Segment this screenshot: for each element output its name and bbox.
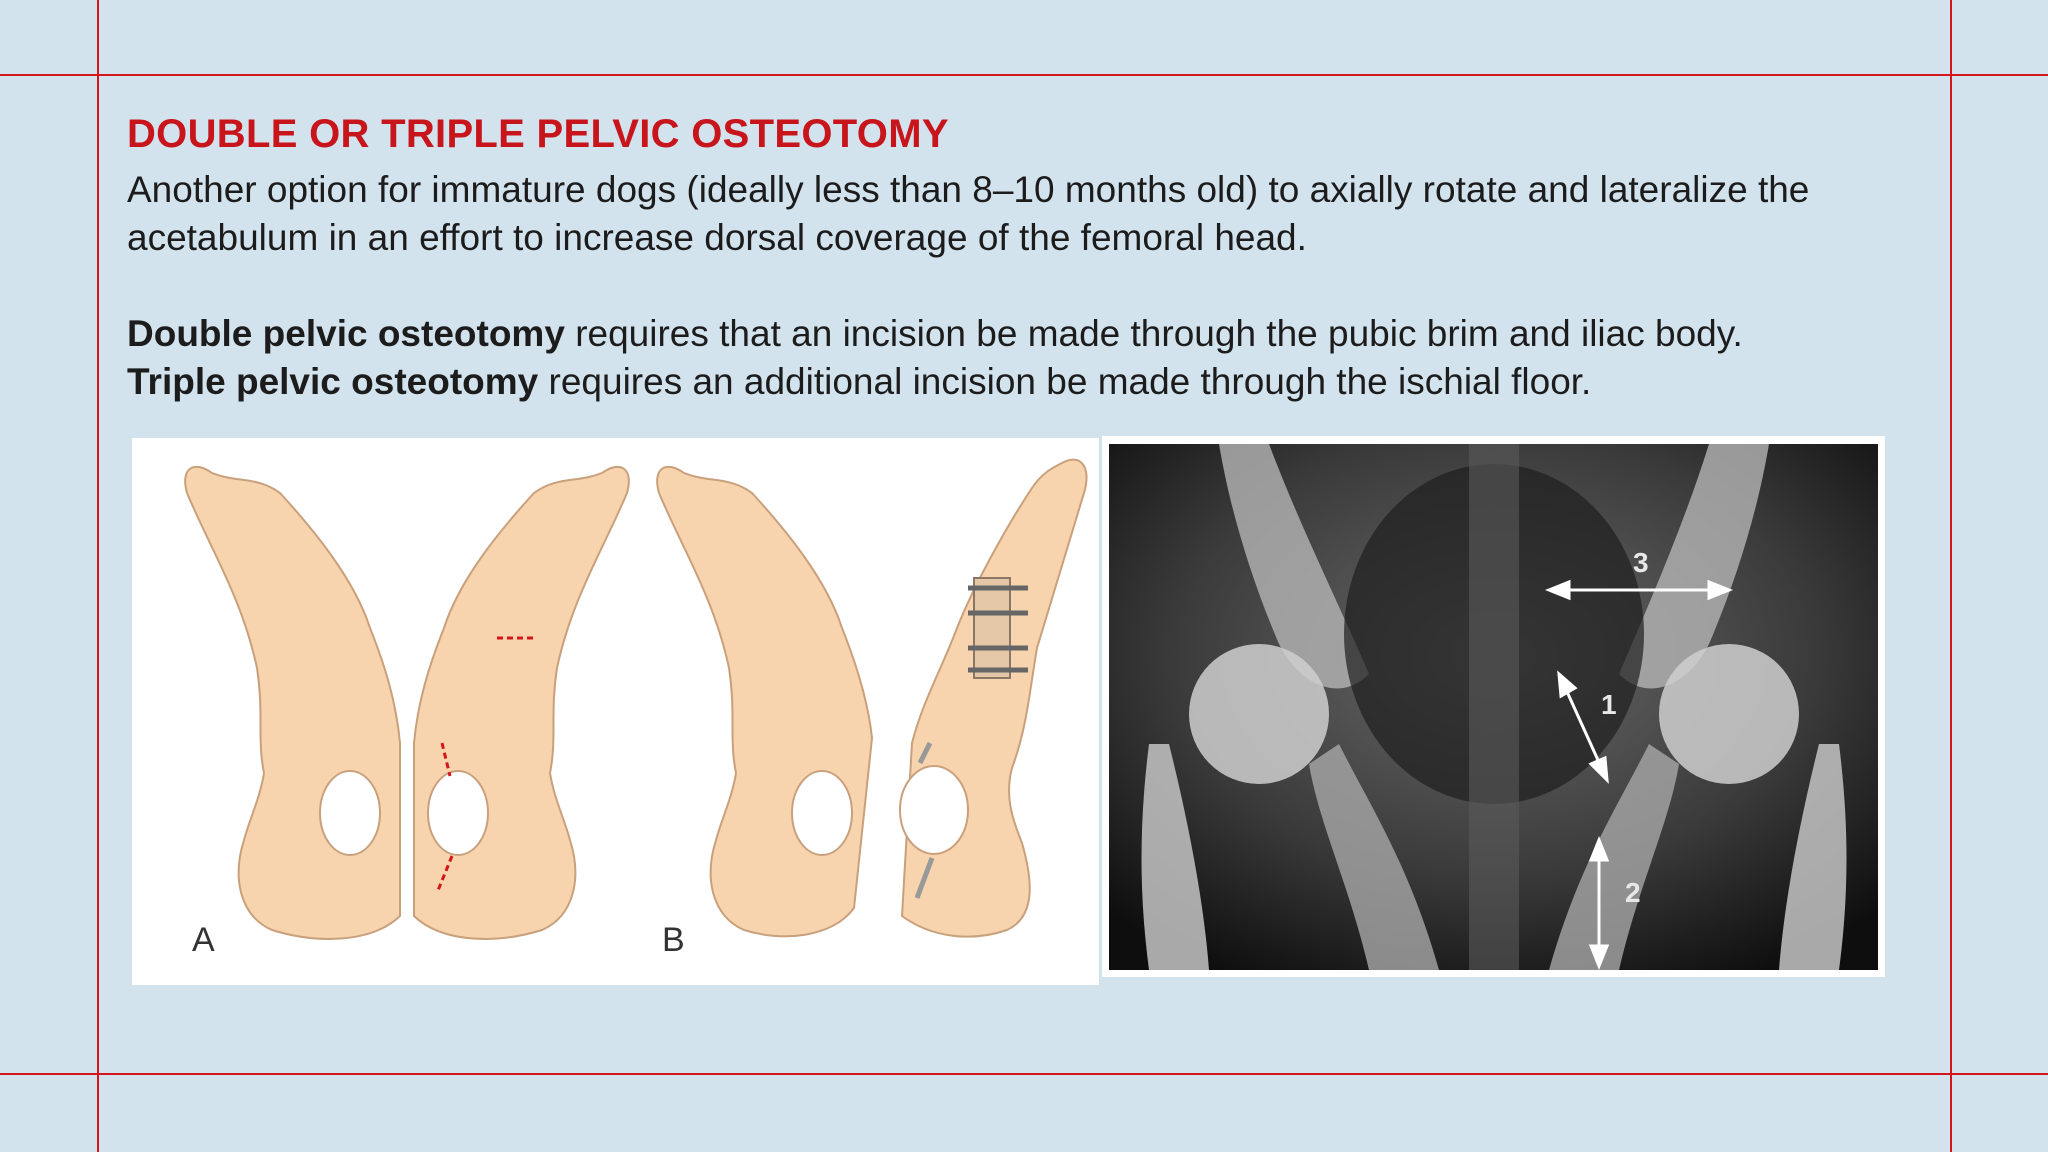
pelvis-radiograph	[1102, 436, 1885, 977]
left-femoral-head	[1189, 644, 1329, 784]
dpo-text: requires that an incision be made through the pubic brim and iliac body.	[564, 313, 1743, 354]
pelvis-b-plate	[974, 578, 1010, 678]
pelvis-a	[185, 467, 629, 959]
definitions-block	[127, 310, 1927, 406]
pelvis-a-left-foramen	[320, 771, 380, 855]
pelvis-a-right-foramen	[428, 771, 488, 855]
dpo-term: Double pelvic osteotomy	[127, 313, 565, 354]
pelvis-a-left-half	[185, 467, 400, 939]
guide-line-top	[0, 74, 2048, 76]
guide-line-left	[97, 0, 99, 1152]
pelvis-diagram-svg	[132, 438, 1099, 985]
guide-line-bottom	[0, 1073, 2048, 1075]
label-a: A	[192, 921, 215, 959]
slide-title: DOUBLE OR TRIPLE PELVIC OSTEOTOMY	[127, 112, 949, 156]
tpo-term: Triple pelvic osteotomy	[127, 361, 539, 402]
spine	[1469, 444, 1519, 970]
label-b: B	[662, 921, 685, 959]
pelvis-b-left-foramen	[792, 771, 852, 855]
tpo-text: requires an additional incision be made through the ischial floor.	[538, 361, 1592, 402]
xray-label-2: 2	[1625, 877, 1641, 908]
dpo-definition	[127, 310, 1927, 358]
tpo-definition	[127, 358, 1927, 406]
pelvis-b-left-half	[657, 467, 872, 936]
pelvis-b	[657, 460, 1086, 959]
right-femoral-head	[1659, 644, 1799, 784]
guide-line-right	[1950, 0, 1952, 1152]
pelvis-b-right-foramen	[900, 766, 968, 854]
xray-label-3: 3	[1633, 547, 1649, 578]
intro-paragraph: Another option for immature dogs (ideally less than 8–10 months old) to axially rotate and lateralize the acetabulum in an effort to increase dorsal coverage of the femoral head.	[127, 169, 1810, 258]
pelvis-diagram	[132, 438, 1099, 985]
xray-label-1: 1	[1601, 689, 1617, 720]
radiograph-svg	[1109, 444, 1878, 970]
